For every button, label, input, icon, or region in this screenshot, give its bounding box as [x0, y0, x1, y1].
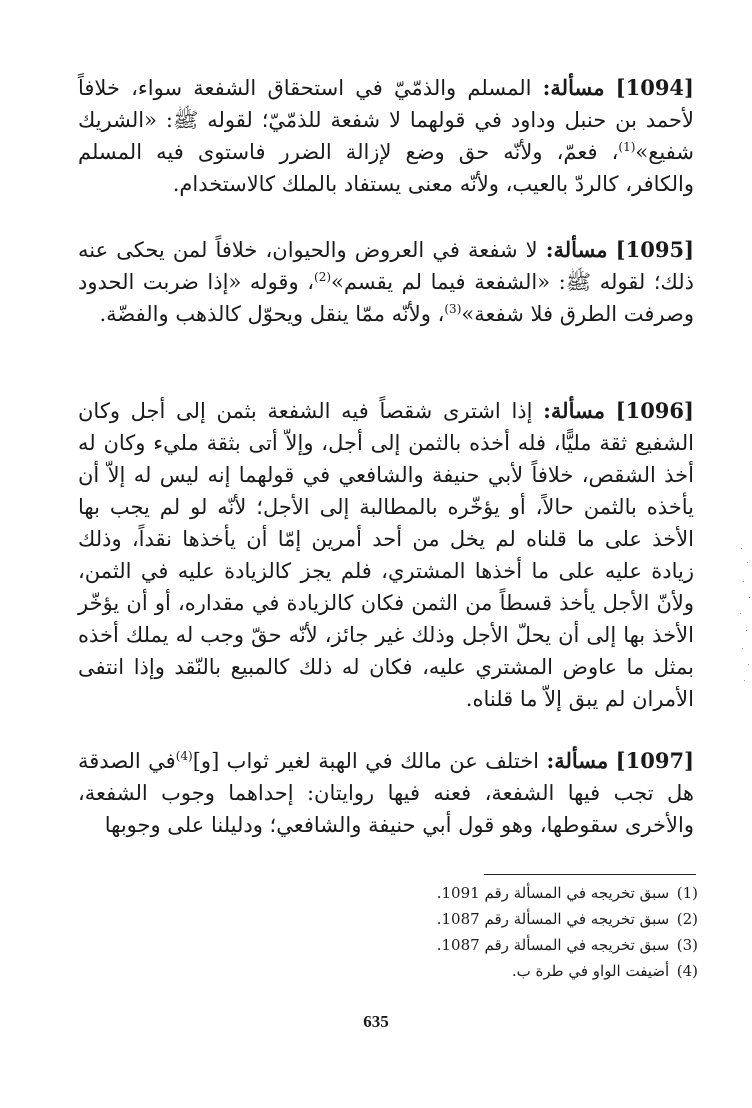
issue-label: مسألة: [542, 75, 605, 100]
paragraph-body-cont: في الصدقة هل تجب فيها الشفعة، فعنه فيها روايتان: إحداهما وجوب الشفعة، والأخرى سقوطها، وهو قول أبي حنيفة والشافعي؛ ودليلنا على وجوبها [78, 749, 694, 837]
footnote-item [400, 880, 698, 906]
footnote-number: (3) [676, 936, 698, 954]
footnote-ref: (4) [175, 749, 193, 763]
footnote-text: سبق تخريجه في المسألة رقم 1087. [436, 936, 670, 954]
issue-number: [1096] [615, 398, 694, 423]
paragraph-text [78, 745, 694, 841]
paragraph-text [78, 72, 694, 200]
footnote-ref: (2) [314, 270, 332, 284]
paragraph-1094 [78, 72, 694, 200]
footnote-item [400, 906, 698, 932]
footnote-number: (4) [676, 962, 698, 980]
issue-number: [1094] [615, 75, 694, 100]
paragraph-1097 [78, 745, 694, 841]
issue-number: [1097] [615, 748, 694, 773]
footnote-text: أضيفت الواو في طرة ب. [511, 962, 670, 980]
footnote-ref: (3) [444, 302, 462, 316]
footnotes [400, 880, 698, 984]
issue-label: مسألة: [543, 398, 605, 423]
paragraph-text [78, 395, 694, 715]
paragraph-text [78, 234, 694, 330]
paragraph-body-cont: ، وقوله «إذا ضربت الحدود وصرفت الطرق فلا شفعة» [78, 270, 694, 326]
scan-speckle [738, 540, 752, 690]
footnote-ref: (1) [618, 140, 636, 154]
paragraph-body: المسلم والذمّيّ في استحقاق الشفعة سواء، خلافاً لأحمد بن حنبل وداود في قولهما لا شفعة للذمّيّ؛ لقوله ﷺ: «الشريك شفيع» [78, 76, 694, 164]
issue-label: مسألة: [545, 237, 608, 262]
page-number: 635 [363, 1012, 389, 1031]
footnote-number: (1) [676, 884, 698, 902]
paragraph-1096 [78, 395, 694, 715]
issue-number: [1095] [615, 237, 694, 262]
paragraph-body-cont: ، فعمّ، ولأنّه حق وضع لإزالة الضرر فاستوى فيه المسلم والكافر، كالردّ بالعيب، ولأنّه معنى يستفاد بالملك كالاستخدام. [78, 140, 694, 196]
paragraph-1095 [78, 234, 694, 330]
issue-label: مسألة: [546, 748, 609, 773]
paragraph-body-end: ، ولأنّه ممّا ينقل ويحوّل كالذهب والفضّة. [99, 302, 445, 326]
footnote-item [400, 958, 698, 984]
footnote-number: (2) [676, 910, 698, 928]
footnote-text: سبق تخريجه في المسألة رقم 1091. [436, 884, 670, 902]
footnote-item [400, 932, 698, 958]
paragraph-body: لا شفعة في العروض والحيوان، خلافاً لمن يحكى عنه ذلك؛ لقوله ﷺ: «الشفعة فيما لم يقسم» [78, 238, 694, 294]
footnote-text: سبق تخريجه في المسألة رقم 1087. [436, 910, 670, 928]
paragraph-body: إذا اشترى شقصاً فيه الشفعة بثمن إلى أجل وكان الشفيع ثقة مليًّا، فله أخذه بالثمن إلى أجل، وإلاّ أتى بثقة مليء وكان له أخذ الشقص، خلافاً لأبي حنيفة والشافعي في قولهما إنه ليس له إلاّ أن يأخذه بالثمن حالاً، أو يؤخّره بالمطالبة إلى الأجل؛ لأنّه لو لم يجب بها الأخذ على ما قلناه لم يخل من أحد أمرين إمّا أن يأخذها نقداً، وذلك زيادة عليه على ما أخذها المشتري، فلم يجز كالزيادة عليه في الثمن، ولأنّ الأجل يأخذ قسطاً من الثمن فكان كالزيادة في مقداره، أو أن يؤخّر الأخذ بها إلى أن يحلّ الأجل وذلك غير جائز، لأنّه حقّ وجب له يملك أخذه بمثل ما عاوض المشتري عليه، فكان له ذلك كالمبيع بالنّقد وإذا انتفى الأمران لم يبق إلاّ ما قلناه. [78, 399, 694, 711]
paragraph-body: اختلف عن مالك في الهبة لغير ثواب [و] [192, 749, 540, 773]
footnote-divider [484, 874, 696, 875]
